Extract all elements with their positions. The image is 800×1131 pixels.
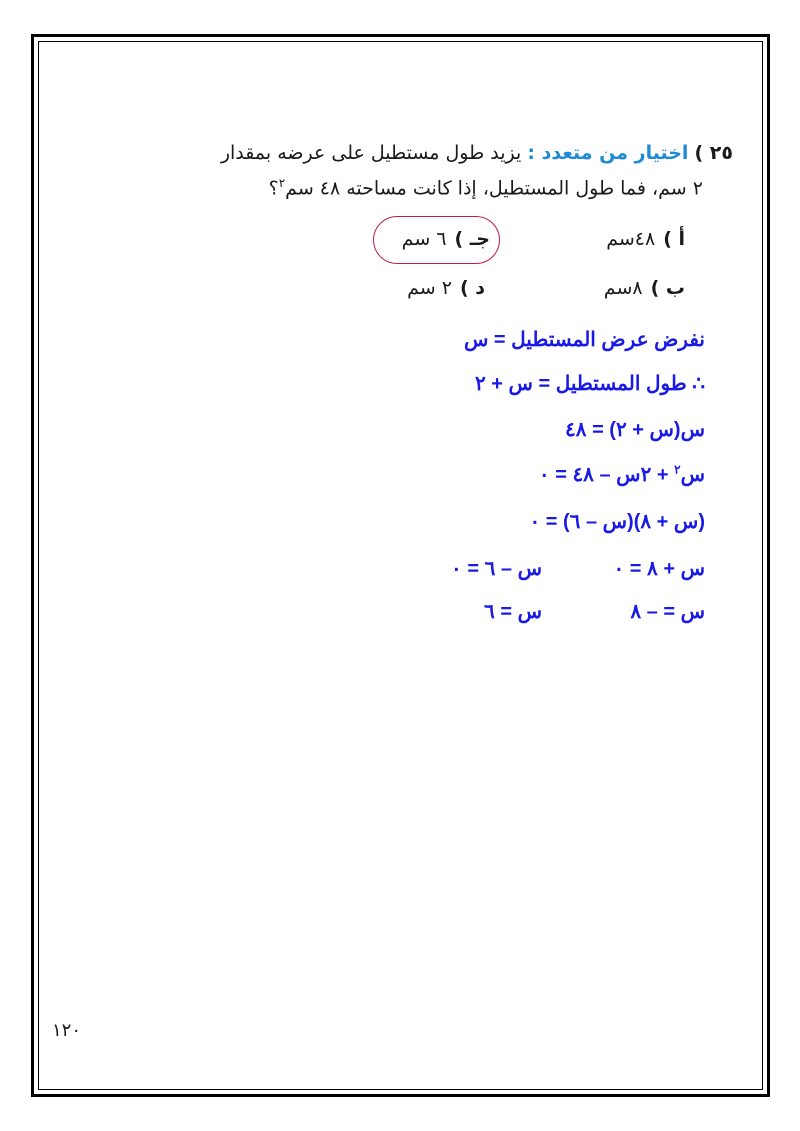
question-text-2-sup: ٢ (278, 176, 286, 190)
option-a-text: ٤٨سم (606, 228, 656, 250)
solution-line-7-left: س = ٦ (484, 601, 542, 623)
question-type-label: اختيار من متعدد : (527, 142, 689, 164)
question-line-1 (221, 142, 733, 164)
solution-line-4-sup: ٢ (674, 462, 681, 477)
question-line-2 (269, 176, 703, 199)
solution-line-4-a: س (680, 464, 705, 486)
option-d-text: ٢ سم (407, 277, 452, 299)
option-b-text: ٨سم (603, 277, 643, 299)
option-c-letter: جـ ) (454, 228, 490, 250)
solution-line-6-right: س + ٨ = ٠ (613, 558, 705, 580)
solution-line-2: ∴ طول المستطيل = س + ٢ (474, 373, 705, 395)
solution-line-5: (س + ٨)(س – ٦) = ٠ (529, 511, 705, 533)
option-c-text: ٦ سم (401, 228, 447, 250)
solution-line-7-right: س = – ٨ (630, 601, 705, 623)
option-a (606, 228, 685, 250)
option-d-letter: د ) (459, 277, 485, 299)
solution-line-4 (539, 462, 705, 487)
answer-circle (373, 216, 500, 264)
option-d (407, 277, 485, 299)
option-b-letter: ب ) (650, 277, 685, 299)
solution-line-1: نفرض عرض المستطيل = س (463, 329, 705, 351)
solution-line-4-b: + ٢س – ٤٨ = ٠ (538, 464, 675, 486)
solution-line-3: س(س + ٢) = ٤٨ (565, 419, 705, 441)
question-number: ٢٥ ) (694, 142, 733, 164)
page-number: ١٢٠ (52, 1020, 82, 1041)
question-text-2-end: ؟ (268, 177, 279, 200)
question-text-2: ٢ سم، فما طول المستطيل، إذا كانت مساحته ٤٨ سم (285, 177, 703, 200)
solution-line-6-left: س – ٦ = ٠ (451, 558, 542, 580)
option-b (604, 277, 685, 299)
option-a-letter: أ ) (663, 228, 685, 250)
question-text-1: يزيد طول مستطيل على عرضه بمقدار (220, 142, 522, 164)
